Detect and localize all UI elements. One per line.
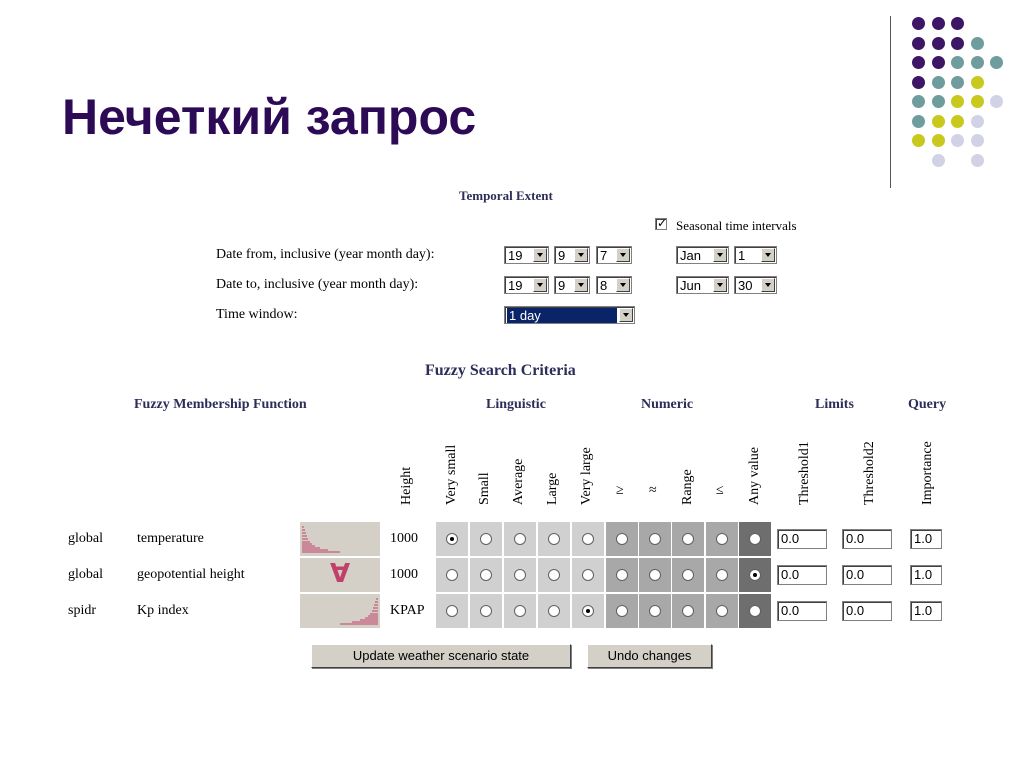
- radio-average[interactable]: [514, 605, 526, 617]
- undo-changes-button[interactable]: Undo changes: [587, 644, 712, 668]
- row-height: 1000: [390, 567, 418, 582]
- col-le: ≤: [716, 483, 724, 498]
- temporal-extent-heading: Temporal Extent: [459, 188, 553, 203]
- decorative-dot: [912, 134, 925, 147]
- from-month-value: 9: [558, 248, 566, 263]
- decorative-dot: [912, 37, 925, 50]
- increasing-curve-icon: [300, 594, 380, 628]
- to-season-month-value: Jun: [680, 278, 701, 293]
- chevron-down-icon: [616, 278, 630, 292]
- option-cell-range: [672, 558, 704, 592]
- radio-large[interactable]: [548, 533, 560, 545]
- chevron-down-icon: [574, 248, 588, 262]
- option-cell-ge: [606, 522, 638, 556]
- radio-very-large[interactable]: [582, 533, 594, 545]
- radio-le[interactable]: [716, 533, 728, 545]
- row-source: global: [68, 567, 103, 582]
- chevron-down-icon: [761, 278, 775, 292]
- decorative-dot: [932, 115, 945, 128]
- chevron-down-icon: [533, 248, 547, 262]
- radio-range[interactable]: [682, 605, 694, 617]
- threshold2-input[interactable]: 0.0: [842, 565, 892, 585]
- to-year-select[interactable]: [504, 276, 549, 294]
- col-any-value: Any value: [747, 447, 762, 505]
- radio-very-large[interactable]: [582, 605, 594, 617]
- row-height: 1000: [390, 531, 418, 546]
- to-season-day-select[interactable]: [734, 276, 777, 294]
- group-membership: Fuzzy Membership Function: [134, 397, 307, 412]
- radio-very-small[interactable]: [446, 605, 458, 617]
- option-cell-le: [706, 594, 738, 628]
- to-day-select[interactable]: [596, 276, 632, 294]
- to-season-day-value: 30: [738, 278, 753, 293]
- row-parameter: geopotential height: [137, 567, 245, 582]
- radio-average[interactable]: [514, 569, 526, 581]
- decorative-dot: [932, 134, 945, 147]
- to-season-month-select[interactable]: [676, 276, 729, 294]
- option-cell-very-small: [436, 522, 468, 556]
- row-source: global: [68, 531, 103, 546]
- col-small: Small: [477, 472, 492, 505]
- option-cell-small: [470, 594, 502, 628]
- seasonal-label: Seasonal time intervals: [676, 218, 797, 233]
- checkmark-icon: ✓: [657, 216, 668, 230]
- option-cell-any-value: [739, 594, 771, 628]
- chevron-down-icon: [574, 278, 588, 292]
- decorative-dot: [932, 56, 945, 69]
- chevron-down-icon: [761, 248, 775, 262]
- option-cell-large: [538, 594, 570, 628]
- from-day-value: 7: [600, 248, 608, 263]
- radio-very-large[interactable]: [582, 569, 594, 581]
- threshold2-input[interactable]: 0.0: [842, 601, 892, 621]
- radio-any-value[interactable]: [749, 569, 761, 581]
- radio-any-value[interactable]: [749, 605, 761, 617]
- decorative-dot: [951, 115, 964, 128]
- threshold2-input[interactable]: 0.0: [842, 529, 892, 549]
- time-window-select[interactable]: [504, 306, 635, 324]
- radio-le[interactable]: [716, 605, 728, 617]
- from-year-select[interactable]: [504, 246, 549, 264]
- option-cell-large: [538, 558, 570, 592]
- option-cell-range: [672, 522, 704, 556]
- decorative-dot: [932, 17, 945, 30]
- decorative-dot: [951, 37, 964, 50]
- option-cell-range: [672, 594, 704, 628]
- decorative-dot: [932, 76, 945, 89]
- decorative-dot: [990, 95, 1003, 108]
- decorative-dot: [951, 95, 964, 108]
- time-window-value: 1 day: [507, 308, 617, 323]
- row-parameter: Kp index: [137, 603, 189, 618]
- from-day-select[interactable]: [596, 246, 632, 264]
- threshold1-input[interactable]: 0.0: [777, 565, 827, 585]
- radio-range[interactable]: [682, 533, 694, 545]
- option-cell-le: [706, 558, 738, 592]
- from-year-value: 19: [508, 248, 523, 263]
- radio-range[interactable]: [682, 569, 694, 581]
- group-limits: Limits: [815, 397, 854, 412]
- chevron-down-icon: [616, 248, 630, 262]
- radio-average[interactable]: [514, 533, 526, 545]
- group-linguistic: Linguistic: [486, 397, 546, 412]
- row-height: KPAP: [390, 603, 425, 618]
- from-season-day-value: 1: [738, 248, 746, 263]
- decorative-dot: [990, 56, 1003, 69]
- membership-function-kp-index[interactable]: [300, 594, 380, 628]
- col-ge: ≥: [616, 483, 624, 498]
- option-cell-any-value: [739, 558, 771, 592]
- threshold1-input[interactable]: 0.0: [777, 601, 827, 621]
- col-very-large: Very large: [579, 447, 594, 505]
- option-cell-any-value: [739, 522, 771, 556]
- from-season-month-select[interactable]: [676, 246, 729, 264]
- decorative-dot: [912, 95, 925, 108]
- decorative-dot: [912, 76, 925, 89]
- col-average: Average: [511, 458, 526, 505]
- from-month-select[interactable]: [554, 246, 590, 264]
- option-cell-small: [470, 558, 502, 592]
- decorative-dot: [951, 56, 964, 69]
- date-from-label: Date from, inclusive (year month day):: [216, 247, 435, 262]
- criteria-heading: Fuzzy Search Criteria: [425, 362, 576, 379]
- decorative-divider: [890, 16, 891, 188]
- option-cell-le: [706, 522, 738, 556]
- decorative-dot: [971, 37, 984, 50]
- decorative-dot: [971, 76, 984, 89]
- col-large: Large: [545, 472, 560, 505]
- decorative-dot: [951, 17, 964, 30]
- radio-ge[interactable]: [616, 605, 628, 617]
- threshold1-input[interactable]: 0.0: [777, 529, 827, 549]
- option-cell-very-large: [572, 594, 604, 628]
- from-season-month-value: Jan: [680, 248, 701, 263]
- decorative-dot: [912, 56, 925, 69]
- decorative-dot: [951, 134, 964, 147]
- to-year-value: 19: [508, 278, 523, 293]
- decorative-dot: [932, 37, 945, 50]
- radio-small[interactable]: [480, 569, 492, 581]
- decreasing-curve-icon: [300, 522, 380, 556]
- decorative-dot: [971, 154, 984, 167]
- to-month-select[interactable]: [554, 276, 590, 294]
- membership-function-geopotential[interactable]: [300, 558, 380, 592]
- radio-approx[interactable]: [649, 605, 661, 617]
- decorative-dot: [932, 95, 945, 108]
- radio-large[interactable]: [548, 569, 560, 581]
- option-cell-very-large: [572, 558, 604, 592]
- to-day-value: 8: [600, 278, 608, 293]
- option-cell-large: [538, 522, 570, 556]
- option-cell-small: [470, 522, 502, 556]
- radio-approx[interactable]: [649, 533, 661, 545]
- option-cell-approx: [639, 558, 671, 592]
- chevron-down-icon: [713, 248, 727, 262]
- col-very-small: Very small: [444, 444, 459, 505]
- radio-large[interactable]: [548, 605, 560, 617]
- radio-approx[interactable]: [649, 569, 661, 581]
- row-parameter: temperature: [137, 531, 204, 546]
- option-cell-ge: [606, 558, 638, 592]
- group-query: Query: [908, 397, 947, 412]
- update-scenario-button[interactable]: Update weather scenario state: [311, 644, 571, 668]
- radio-any-value[interactable]: [749, 533, 761, 545]
- group-numeric: Numeric: [641, 397, 694, 412]
- option-cell-approx: [639, 522, 671, 556]
- slide-title: Нечеткий запрос: [62, 89, 477, 145]
- chevron-down-icon: [533, 278, 547, 292]
- any-value-glyph: ∀: [329, 559, 351, 589]
- membership-function-temperature[interactable]: [300, 522, 380, 556]
- radio-very-small[interactable]: [446, 533, 458, 545]
- seasonal-checkbox[interactable]: [655, 218, 667, 230]
- importance-input[interactable]: 1.0: [910, 601, 942, 621]
- option-cell-ge: [606, 594, 638, 628]
- decorative-dot: [912, 17, 925, 30]
- chevron-down-icon: [713, 278, 727, 292]
- radio-ge[interactable]: [616, 533, 628, 545]
- radio-small[interactable]: [480, 533, 492, 545]
- option-cell-very-small: [436, 558, 468, 592]
- importance-input[interactable]: 1.0: [910, 565, 942, 585]
- chevron-down-icon: [619, 308, 633, 322]
- decorative-dot: [971, 134, 984, 147]
- option-cell-approx: [639, 594, 671, 628]
- col-height: Height: [399, 466, 414, 505]
- decorative-dot: [951, 76, 964, 89]
- option-cell-average: [504, 558, 536, 592]
- option-cell-very-large: [572, 522, 604, 556]
- col-approx: ≈: [649, 483, 657, 498]
- decorative-dot: [971, 115, 984, 128]
- time-window-label: Time window:: [216, 307, 298, 322]
- row-source: spidr: [68, 603, 96, 618]
- col-importance: Importance: [920, 441, 935, 505]
- to-month-value: 9: [558, 278, 566, 293]
- option-cell-average: [504, 522, 536, 556]
- decorative-dot: [971, 95, 984, 108]
- radio-ge[interactable]: [616, 569, 628, 581]
- option-cell-average: [504, 594, 536, 628]
- option-cell-very-small: [436, 594, 468, 628]
- importance-input[interactable]: 1.0: [910, 529, 942, 549]
- radio-very-small[interactable]: [446, 569, 458, 581]
- decorative-dot: [971, 56, 984, 69]
- radio-le[interactable]: [716, 569, 728, 581]
- date-to-label: Date to, inclusive (year month day):: [216, 277, 419, 292]
- col-threshold1: Threshold1: [797, 441, 812, 505]
- col-threshold2: Threshold2: [862, 441, 877, 505]
- decorative-dot: [912, 115, 925, 128]
- col-range: Range: [680, 469, 695, 505]
- from-season-day-select[interactable]: [734, 246, 777, 264]
- decorative-dot: [932, 154, 945, 167]
- radio-small[interactable]: [480, 605, 492, 617]
- decorative-dot-grid: [0, 0, 1024, 200]
